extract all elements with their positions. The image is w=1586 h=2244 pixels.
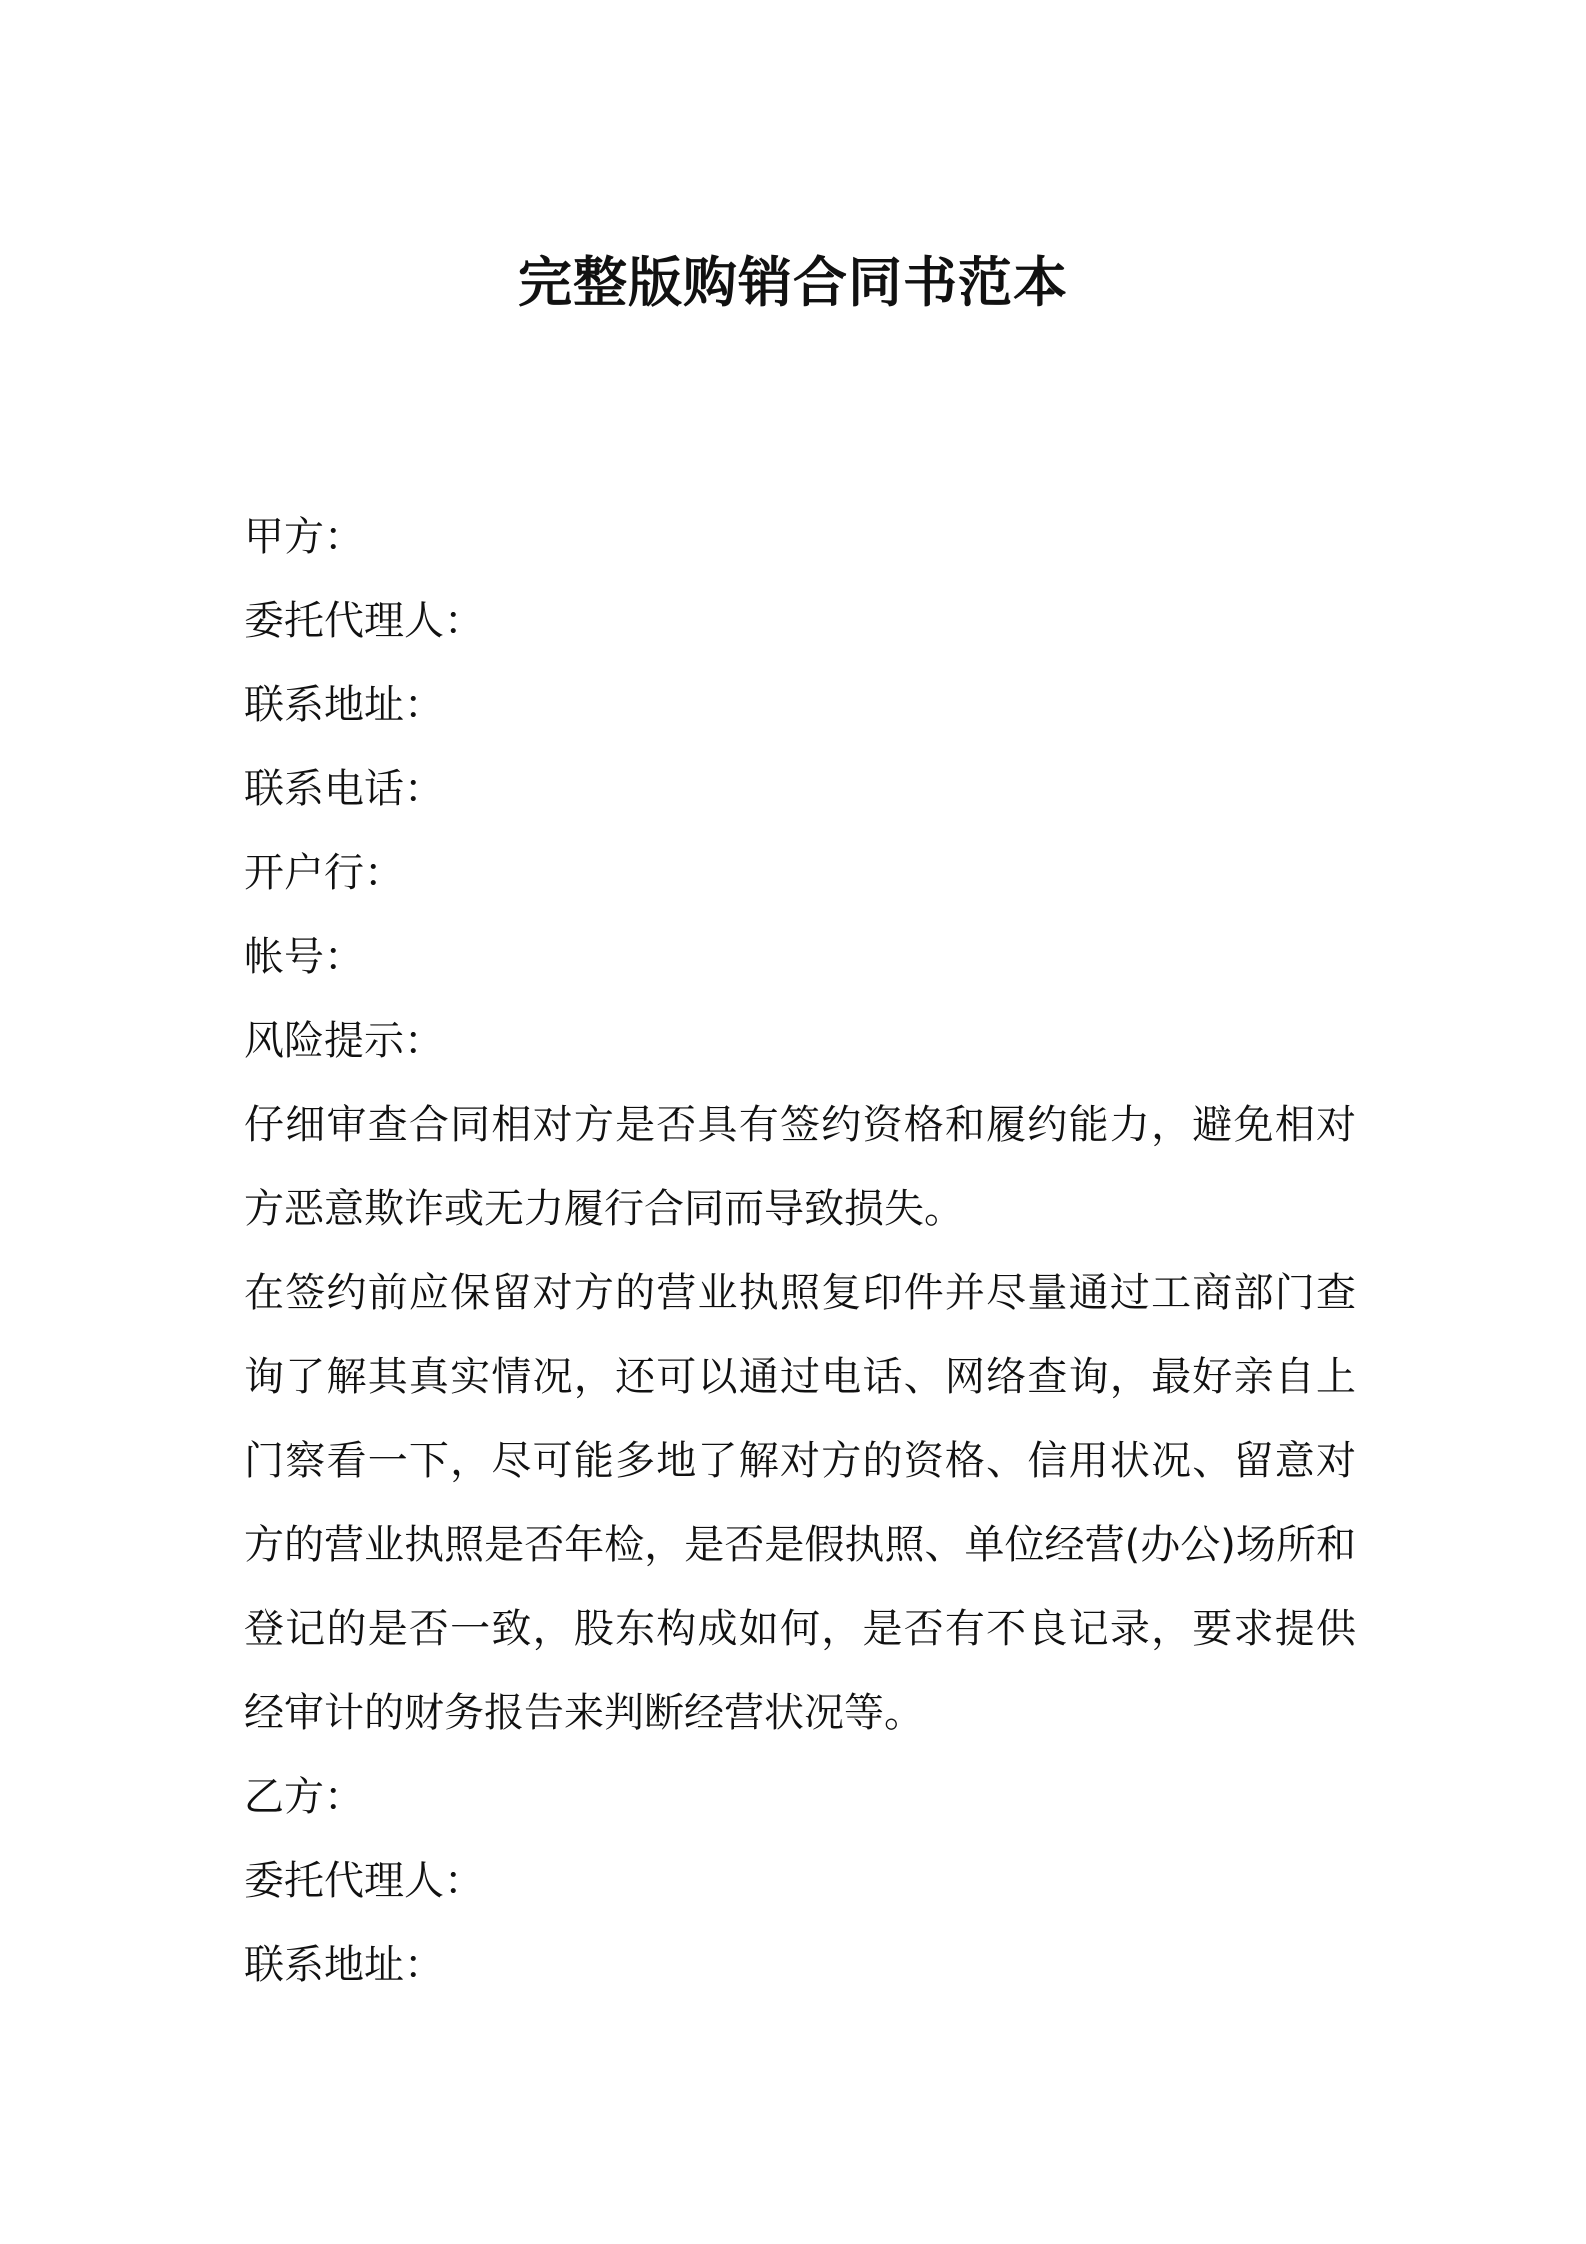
party-b-label: 乙方：: [244, 1774, 364, 1820]
party-b-address-label: 联系地址：: [244, 1942, 444, 1988]
party-b-agent-label: 委托代理人：: [244, 1858, 484, 1904]
risk-paragraph-1: 仔细审查合同相对方是否具有签约资格和履约能力，避免相对方恶意欺诈或无力履行合同而导致损失。: [244, 1102, 1356, 1232]
party-a-bank-label: 开户行：: [244, 850, 404, 896]
risk-heading: 风险提示：: [244, 1018, 444, 1064]
document-title: 完整版购销合同书范本: [518, 251, 1068, 314]
party-a-address-label: 联系地址：: [244, 682, 444, 728]
party-a-account-label: 帐号：: [244, 934, 364, 980]
party-a-label: 甲方：: [244, 514, 364, 560]
party-a-phone-label: 联系电话：: [244, 766, 444, 812]
party-a-agent-label: 委托代理人：: [244, 598, 484, 644]
risk-paragraph-2: 在签约前应保留对方的营业执照复印件并尽量通过工商部门查询了解其真实情况，还可以通过电话、网络查询，最好亲自上门察看一下，尽可能多地了解对方的资格、信用状况、留意对方的营业执照是否年检，是否是假执照、单位经营(办公)场所和登记的是否一致，股东构成如何，是否有不良记录，要求提供经审计的财务报告来判断经营状况等。: [244, 1270, 1356, 1736]
document-body: [244, 495, 1356, 2007]
